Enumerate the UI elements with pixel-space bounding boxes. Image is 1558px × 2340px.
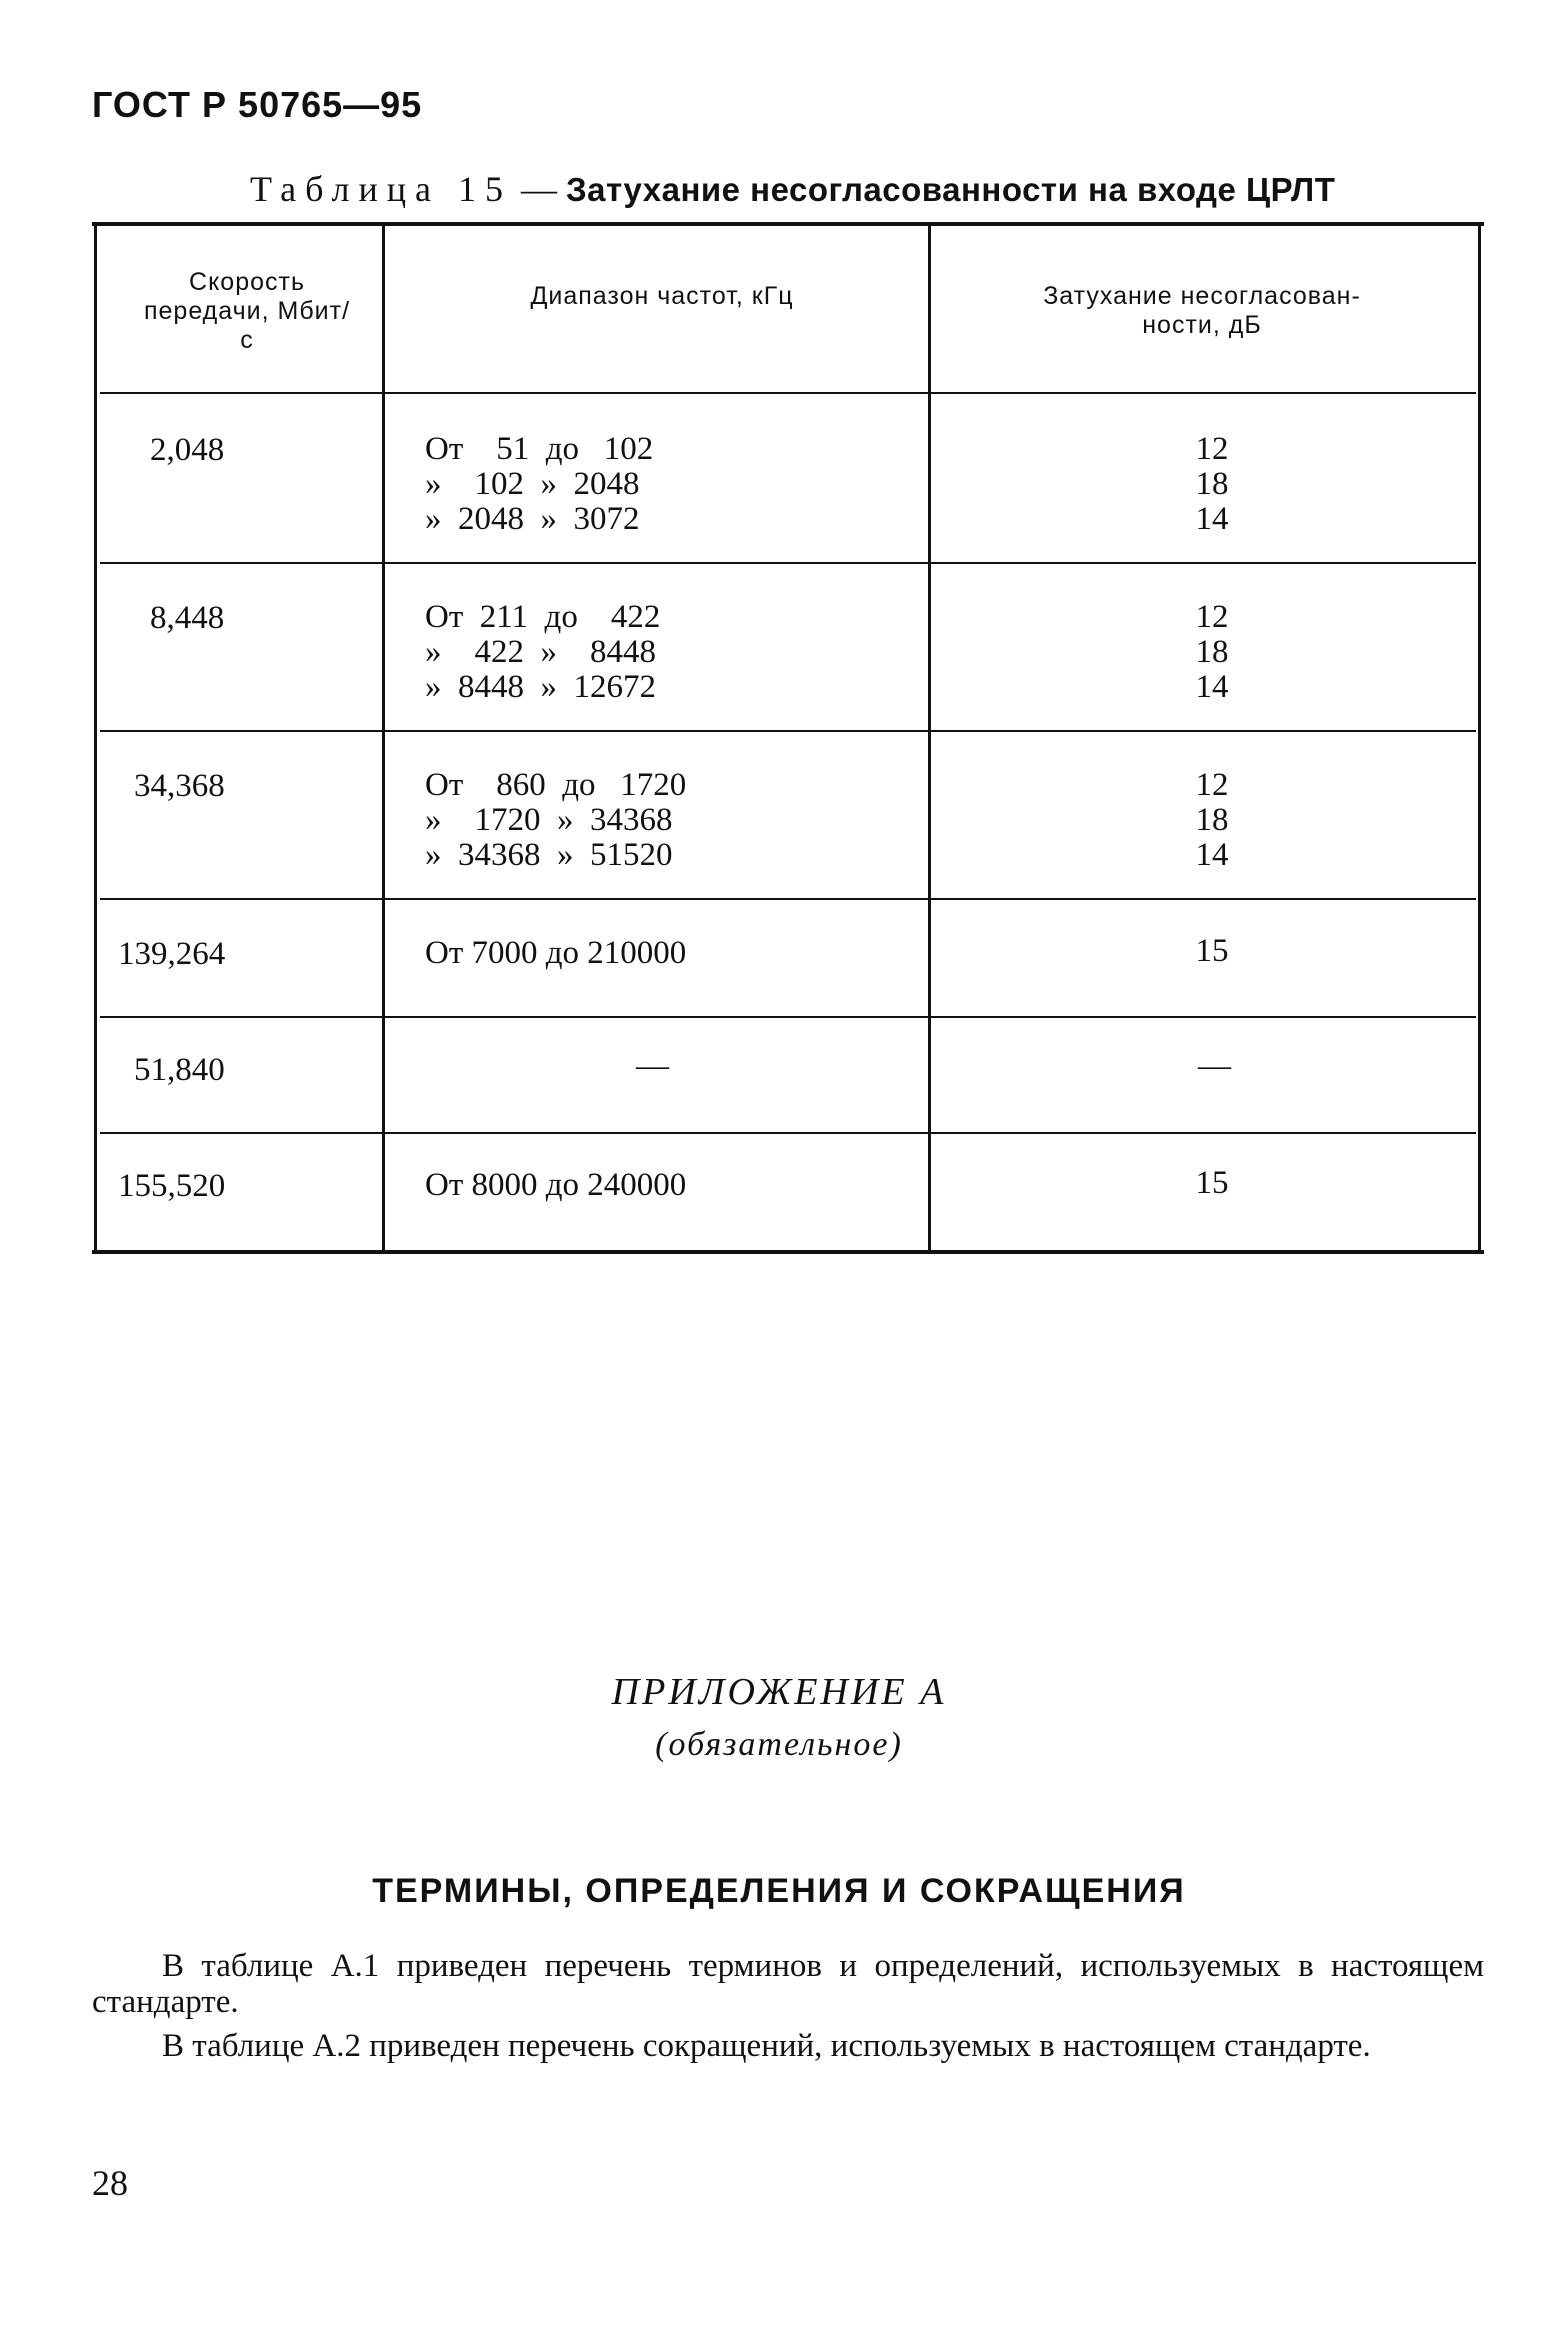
table-caption — [250, 168, 1335, 210]
speed-cell: 155,520 — [118, 1168, 226, 1204]
attenuation-value: 12 — [1195, 767, 1229, 803]
frequency-range: От 51 до 102 — [425, 431, 654, 467]
row-rule — [100, 730, 1476, 732]
frequency-range: От 8000 до 240000 — [425, 1167, 687, 1203]
attenuation-table — [92, 222, 1484, 1254]
speed-cell: 51,840 — [134, 1052, 225, 1088]
speed-cell: 8,448 — [150, 600, 225, 636]
table-caption-number: Таблица 15 — [250, 169, 512, 209]
frequency-range: От 211 до 422 — [425, 599, 661, 635]
document-header: ГОСТ Р 50765—95 — [92, 84, 423, 125]
column-header-frequency: Диапазон частот, кГц — [530, 282, 794, 310]
paragraph-text: В таблице А.1 приведен перечень терминов и определений, используемых в настоящем стандарте. — [92, 1948, 1484, 2020]
attenuation-value: 18 — [1195, 634, 1229, 670]
frequency-range: От 7000 до 210000 — [425, 935, 687, 971]
paragraph — [92, 2028, 1484, 2064]
attenuation-empty: — — [1198, 1048, 1231, 1084]
page-number: 28 — [92, 2163, 128, 2203]
row-rule — [100, 898, 1476, 900]
speed-cell: 139,264 — [118, 936, 226, 972]
attenuation-value: 18 — [1195, 466, 1229, 502]
table-right-border — [1478, 226, 1481, 1250]
column-divider — [928, 226, 931, 1250]
attenuation-value: 15 — [1195, 933, 1229, 969]
frequency-range: От 860 до 1720 — [425, 767, 687, 803]
row-rule — [100, 1016, 1476, 1018]
column-header-attenuation: Затухание несогласован- ности, дБ — [1043, 282, 1361, 339]
attenuation-value: 15 — [1195, 1165, 1229, 1201]
table-caption-title: Затухание несогласованности на входе ЦРЛТ — [565, 171, 1336, 208]
frequency-range-empty: — — [636, 1048, 669, 1084]
attenuation-value: 14 — [1195, 837, 1229, 873]
speed-cell: 2,048 — [150, 432, 225, 468]
table-bottom-rule — [92, 1250, 1484, 1254]
attenuation-value: 18 — [1195, 802, 1229, 838]
table-top-rule — [92, 222, 1484, 226]
frequency-range: » 1720 » 34368 — [425, 802, 673, 838]
frequency-range: » 102 » 2048 — [425, 466, 640, 502]
column-header-speed: Скорость передачи, Мбит/с — [143, 268, 351, 354]
appendix-title: ПРИЛОЖЕНИЕ А — [611, 1671, 947, 1713]
column-divider — [382, 226, 385, 1250]
paragraph — [92, 1948, 1484, 2020]
attenuation-value: 12 — [1195, 599, 1229, 635]
attenuation-value: 12 — [1195, 431, 1229, 467]
paragraph-text: В таблице А.2 приведен перечень сокращений, используемых в настоящем стандарте. — [162, 2028, 1371, 2064]
table-left-border — [94, 226, 97, 1250]
attenuation-value: 14 — [1195, 669, 1229, 705]
speed-cell: 34,368 — [134, 768, 225, 804]
table-caption-dash: — — [511, 169, 566, 209]
frequency-range: » 422 » 8448 — [425, 634, 656, 670]
row-rule — [100, 1132, 1476, 1134]
appendix-status: (обязательное) — [655, 1726, 903, 1763]
header-bottom-rule — [100, 392, 1476, 394]
frequency-range: » 2048 » 3072 — [425, 501, 640, 537]
row-rule — [100, 562, 1476, 564]
frequency-range: » 34368 » 51520 — [425, 837, 673, 873]
section-title: ТЕРМИНЫ, ОПРЕДЕЛЕНИЯ И СОКРАЩЕНИЯ — [372, 1872, 1186, 1910]
attenuation-value: 14 — [1195, 501, 1229, 537]
frequency-range: » 8448 » 12672 — [425, 669, 656, 705]
